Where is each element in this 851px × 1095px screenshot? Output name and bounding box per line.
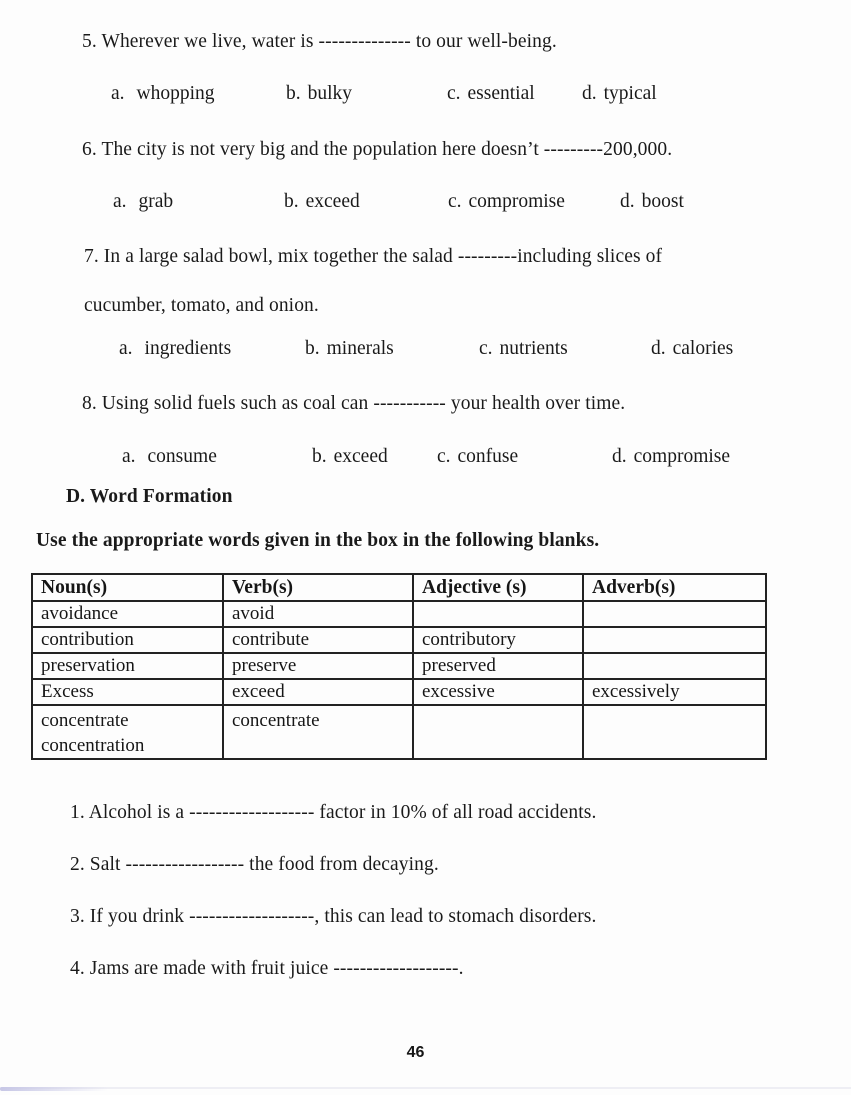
table-row bbox=[32, 653, 766, 679]
cell-noun: avoidance bbox=[32, 601, 223, 627]
option-word: compromise bbox=[633, 446, 731, 467]
option-word: grab bbox=[138, 191, 174, 212]
cell-adjective: excessive bbox=[413, 679, 583, 705]
option-word: exceed bbox=[305, 191, 360, 212]
cell-noun: Excess bbox=[32, 679, 223, 705]
fill-blank-1: 1. Alcohol is a ------------------- factor in 10% of all road accidents. bbox=[70, 802, 597, 823]
option-label: a. bbox=[119, 338, 133, 359]
option-label: b. bbox=[286, 83, 301, 104]
option-word: whopping bbox=[136, 83, 215, 104]
cell-verb: exceed bbox=[223, 679, 413, 705]
fill-blank-4: 4. Jams are made with fruit juice -------------------. bbox=[70, 958, 464, 979]
cell-noun: preservation bbox=[32, 653, 223, 679]
cell-noun: contribution bbox=[32, 627, 223, 653]
question-7-options bbox=[0, 338, 851, 364]
question-6-option-c bbox=[448, 191, 565, 213]
option-word: minerals bbox=[326, 338, 394, 359]
table-row bbox=[32, 705, 766, 759]
column-header-adjective: Adjective (s) bbox=[413, 574, 583, 601]
table-row bbox=[32, 601, 766, 627]
option-word: exceed bbox=[333, 446, 388, 467]
question-5-option-c bbox=[447, 83, 535, 105]
question-6-options bbox=[0, 191, 851, 217]
question-7-option-b bbox=[305, 338, 394, 360]
option-label: d. bbox=[582, 83, 597, 104]
cell-verb: avoid bbox=[223, 601, 413, 627]
question-7-option-a bbox=[119, 338, 231, 360]
question-5-option-d bbox=[582, 83, 657, 105]
question-8-option-d bbox=[612, 446, 730, 468]
cell-noun-line1: concentrate bbox=[41, 710, 129, 731]
cell-adverb bbox=[583, 653, 766, 679]
question-5-prompt: 5. Wherever we live, water is -------------- to our well-being. bbox=[82, 31, 557, 52]
page-number: 46 bbox=[406, 1044, 425, 1061]
option-word: boost bbox=[641, 191, 684, 212]
option-word: essential bbox=[467, 83, 535, 104]
word-formation-table bbox=[31, 573, 767, 760]
option-label: c. bbox=[479, 338, 493, 359]
option-word: ingredients bbox=[144, 338, 232, 359]
section-heading: D. Word Formation bbox=[66, 486, 233, 507]
cell-verb: preserve bbox=[223, 653, 413, 679]
instruction-text: Use the appropriate words given in the box in the following blanks. bbox=[36, 530, 600, 551]
option-label: b. bbox=[305, 338, 320, 359]
cell-adverb bbox=[583, 601, 766, 627]
option-label: a. bbox=[113, 191, 127, 212]
option-word: bulky bbox=[307, 83, 353, 104]
question-5-options bbox=[0, 83, 851, 109]
question-8-options bbox=[0, 446, 851, 472]
option-label: b. bbox=[284, 191, 299, 212]
question-6-option-d bbox=[620, 191, 684, 213]
option-label: d. bbox=[651, 338, 666, 359]
option-label: a. bbox=[122, 446, 136, 467]
table-row bbox=[32, 627, 766, 653]
option-label: d. bbox=[620, 191, 635, 212]
cell-adverb bbox=[583, 705, 766, 759]
fill-blank-2: 2. Salt ------------------ the food from decaying. bbox=[70, 854, 439, 875]
option-word: compromise bbox=[468, 191, 565, 212]
cell-verb: concentrate bbox=[223, 705, 413, 759]
question-8-option-b bbox=[312, 446, 388, 468]
question-7-option-c bbox=[479, 338, 568, 360]
question-6-option-a bbox=[113, 191, 173, 213]
cell-adjective bbox=[413, 601, 583, 627]
question-7-prompt-line1: 7. In a large salad bowl, mix together the salad ---------including slices of bbox=[84, 246, 663, 267]
table-row bbox=[32, 679, 766, 705]
option-word: calories bbox=[672, 338, 734, 359]
fill-blank-3: 3. If you drink -------------------, this can lead to stomach disorders. bbox=[70, 906, 597, 927]
question-8-option-c bbox=[437, 446, 518, 468]
option-label: b. bbox=[312, 446, 327, 467]
option-label: c. bbox=[448, 191, 462, 212]
cell-noun bbox=[32, 705, 223, 759]
question-5-option-b bbox=[286, 83, 352, 105]
option-word: confuse bbox=[457, 446, 519, 467]
question-8-prompt: 8. Using solid fuels such as coal can ----------- your health over time. bbox=[82, 393, 626, 414]
cell-adverb: excessively bbox=[583, 679, 766, 705]
cell-adjective: preserved bbox=[413, 653, 583, 679]
cell-noun-line2: concentration bbox=[41, 735, 145, 756]
option-label: d. bbox=[612, 446, 627, 467]
question-6-option-b bbox=[284, 191, 360, 213]
question-5-option-a bbox=[111, 83, 215, 105]
column-header-adverb: Adverb(s) bbox=[583, 574, 766, 601]
scan-artifact-corner bbox=[0, 1087, 108, 1091]
option-word: consume bbox=[147, 446, 217, 467]
cell-adverb bbox=[583, 627, 766, 653]
cell-adjective bbox=[413, 705, 583, 759]
option-label: a. bbox=[111, 83, 125, 104]
question-8-option-a bbox=[122, 446, 217, 468]
option-label: c. bbox=[447, 83, 461, 104]
question-7-prompt-line2: cucumber, tomato, and onion. bbox=[84, 295, 319, 316]
cell-verb: contribute bbox=[223, 627, 413, 653]
question-6-prompt: 6. The city is not very big and the population here doesn’t ---------200,000. bbox=[82, 139, 673, 160]
option-label: c. bbox=[437, 446, 451, 467]
option-word: typical bbox=[603, 83, 657, 104]
cell-adjective: contributory bbox=[413, 627, 583, 653]
option-word: nutrients bbox=[499, 338, 568, 359]
column-header-noun: Noun(s) bbox=[32, 574, 223, 601]
question-7-option-d bbox=[651, 338, 733, 360]
column-header-verb: Verb(s) bbox=[223, 574, 413, 601]
table-header-row bbox=[32, 574, 766, 601]
scan-artifact-line bbox=[0, 1087, 851, 1089]
